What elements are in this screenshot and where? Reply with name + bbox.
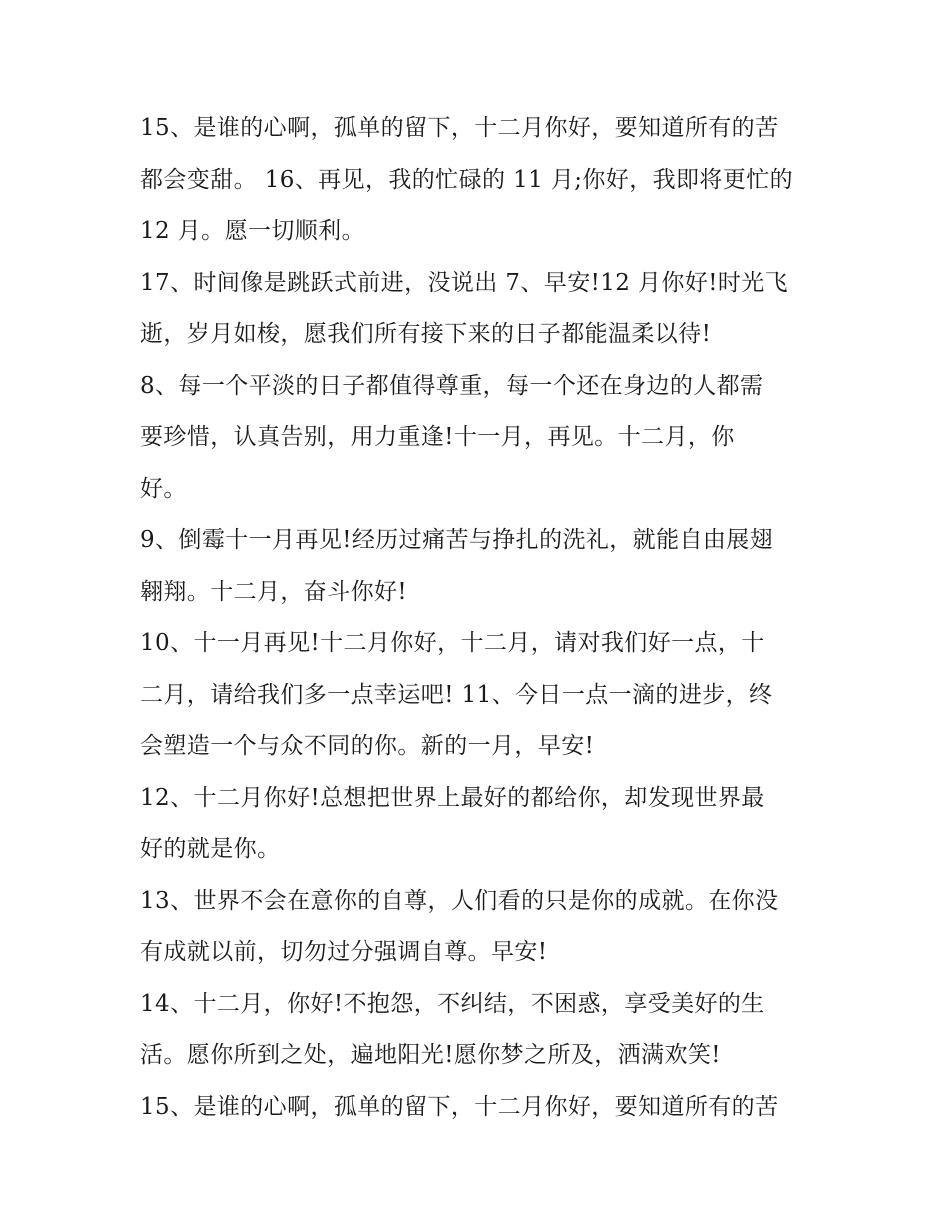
paragraph-14: 14、十二月，你好!不抱怨，不纠结，不困惑，享受美好的生 活。愿你所到之处，遍地阳光!愿你梦之所及，洒满欢笑!: [140, 990, 765, 1068]
paragraph-9: 9、倒霉十一月再见!经历过痛苦与挣扎的洗礼，就能自由展翅 翱翔。十二月，奋斗你好!: [140, 527, 774, 605]
paragraph-15: 15、是谁的心啊，孤单的留下，十二月你好，要知道所有的苦 都会变甜。 16、再见，我的忙碌的 11 月;你好，我即将更忙的 12 月。愿一切顺利。: [140, 115, 794, 244]
paragraph-17: 17、时间像是跳跃式前进，没说出 7、早安!12 月你好!时光飞 逝，岁月如梭，愿我们所有接下来的日子都能温柔以待!: [140, 269, 789, 347]
paragraph-8: 8、每一个平淡的日子都值得尊重，每一个还在身边的人都需 要珍惜，认真告别，用力重逢!十一月，再见。十二月，你 好。: [140, 372, 764, 502]
paragraph-12: 12、十二月你好!总想把世界上最好的都给你，却发现世界最 好的就是你。: [140, 784, 765, 862]
paragraph-10: 10、十一月再见!十二月你好，十二月，请对我们好一点，十 二月，请给我们多一点幸运吧! 11、今日一点一滴的进步，终 会塑造一个与众不同的你。新的一月，早安!: [140, 630, 773, 759]
document-body: [140, 103, 812, 1133]
paragraph-15-repeat: 15、是谁的心啊，孤单的留下，十二月你好，要知道所有的苦: [140, 1093, 779, 1120]
paragraph-13: 13、世界不会在意你的自尊，人们看的只是你的成就。在你没 有成就以前，切勿过分强调自尊。早安!: [140, 887, 779, 965]
